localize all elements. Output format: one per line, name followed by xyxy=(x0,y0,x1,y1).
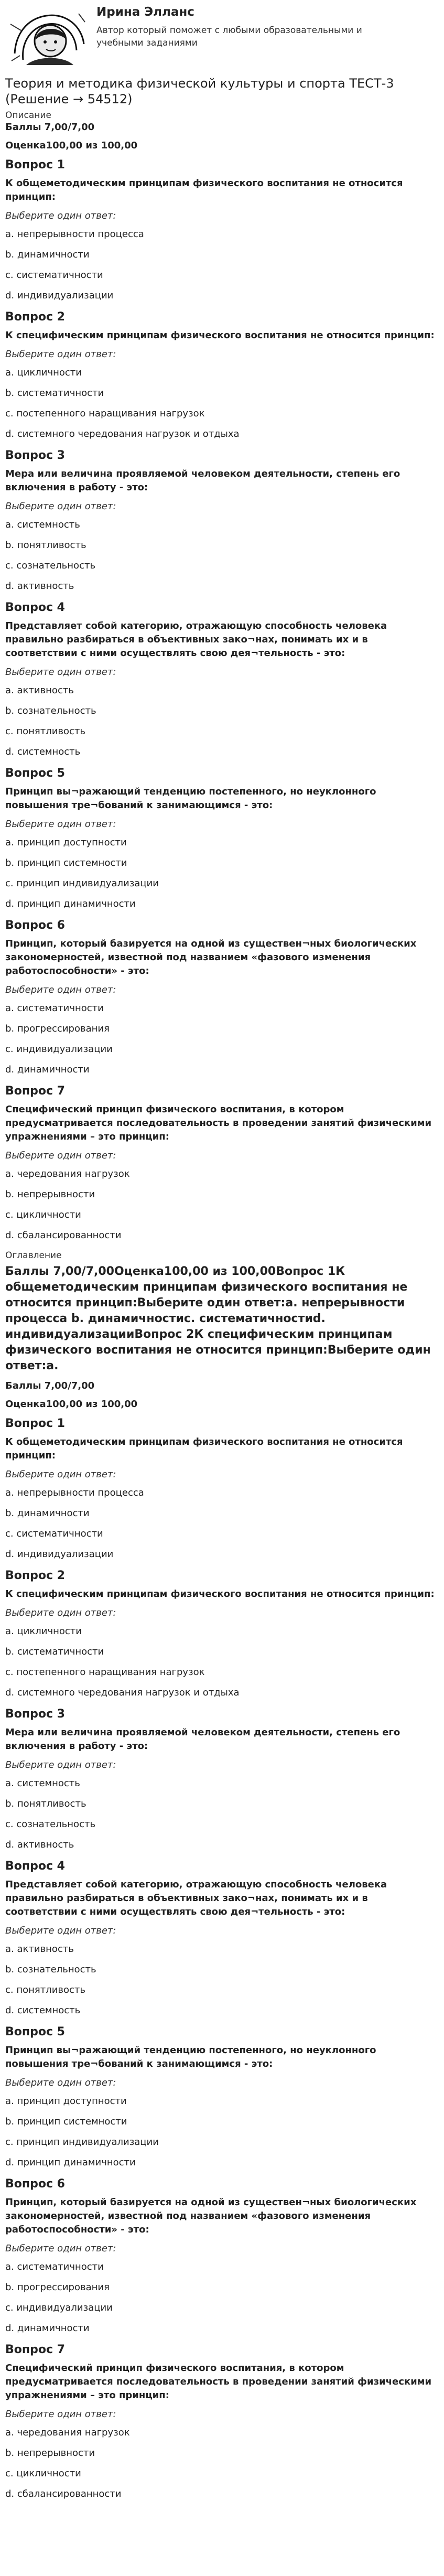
answer-option: a. чередования нагрузок xyxy=(5,2427,130,2438)
answer-option: c. индивидуализации xyxy=(5,2302,113,2313)
question-number: Вопрос 7 xyxy=(5,2343,65,2356)
answer-option: b. сознательность xyxy=(5,705,96,716)
answer-hint: Выберите один ответ: xyxy=(5,1469,116,1480)
question-text: К общеметодическим принципам физического воспитания не относится принцип: xyxy=(5,178,403,202)
toc-label: Оглавление xyxy=(5,1250,62,1261)
answer-hint: Выберите один ответ: xyxy=(5,984,116,995)
answer-option: b. сознательность xyxy=(5,1964,96,1975)
author-card xyxy=(5,3,440,72)
answer-option: c. систематичности xyxy=(5,270,103,281)
answer-option: c. цикличности xyxy=(5,2468,81,2479)
answer-option: a. активность xyxy=(5,685,74,696)
question-number: Вопрос 5 xyxy=(5,767,65,780)
question-block xyxy=(5,2343,440,2499)
answer-option: d. системность xyxy=(5,746,81,757)
question-block xyxy=(5,601,440,757)
answer-hint: Выберите один ответ: xyxy=(5,667,116,678)
question-number: Вопрос 6 xyxy=(5,919,65,932)
answer-hint: Выберите один ответ: xyxy=(5,819,116,830)
question-text: К специфическим принципам физического воспитания не относится принцип: xyxy=(5,330,435,341)
answer-option: c. сознательность xyxy=(5,560,96,571)
author-name[interactable]: Ирина Элланс xyxy=(96,5,194,19)
answer-option: c. постепенного наращивания нагрузок xyxy=(5,1667,205,1678)
question-block xyxy=(5,310,440,439)
question-text: Принцип вы¬ражающий тенденцию постепенного, но неуклонного повышения тре¬бований к занимающимся - это: xyxy=(5,786,376,811)
answer-hint: Выберите один ответ: xyxy=(5,2077,116,2088)
answer-hint: Выберите один ответ: xyxy=(5,1759,116,1770)
answer-option: a. непрерывности процесса xyxy=(5,1487,144,1498)
question-block xyxy=(5,919,440,1075)
answer-option: d. динамичности xyxy=(5,1064,90,1075)
question-text: Представляет собой категорию, отражающую способность человека правильно разбираться в объективных зако¬нах, понимать их и в соответствии с ними осуществлять свою дея¬тельность - это: xyxy=(5,620,387,659)
answer-hint: Выберите один ответ: xyxy=(5,1925,116,1936)
question-number: Вопрос 7 xyxy=(5,1085,65,1098)
answer-hint: Выберите один ответ: xyxy=(5,349,116,360)
question-number: Вопрос 6 xyxy=(5,2177,65,2191)
answer-option: a. систематичности xyxy=(5,2261,104,2272)
question-block xyxy=(5,158,440,301)
answer-option: b. динамичности xyxy=(5,1508,90,1519)
answer-option: d. сбалансированности xyxy=(5,2488,122,2499)
question-block xyxy=(5,767,440,909)
answer-option: b. прогрессирования xyxy=(5,1023,110,1034)
question-number: Вопрос 3 xyxy=(5,449,65,462)
answer-option: c. понятливость xyxy=(5,1984,86,1995)
question-text: Принцип, который базируется на одной из существен¬ных биологических закономерностей, известной под названием «фазового изменения работоспособности» - это: xyxy=(5,938,417,976)
answer-option: a. принцип доступности xyxy=(5,2096,127,2107)
question-block xyxy=(5,2177,440,2334)
answer-option: a. системность xyxy=(5,1778,80,1789)
answer-option: d. активность xyxy=(5,581,74,592)
answer-option: c. цикличности xyxy=(5,1209,81,1220)
answer-option: c. понятливость xyxy=(5,726,86,737)
answer-option: d. сбалансированности xyxy=(5,1230,122,1241)
avatar[interactable] xyxy=(5,3,89,70)
answer-option: c. принцип индивидуализации xyxy=(5,878,159,889)
answer-option: d. активность xyxy=(5,1839,74,1850)
answer-option: d. системного чередования нагрузок и отдыха xyxy=(5,1687,240,1698)
answer-option: b. систематичности xyxy=(5,388,104,399)
answer-option: d. индивидуализации xyxy=(5,290,114,301)
question-block xyxy=(5,2025,440,2168)
question-text: К специфическим принципам физического воспитания не относится принцип: xyxy=(5,1588,435,1600)
question-text: Принцип вы¬ражающий тенденцию постепенного, но неуклонного повышения тре¬бований к занимающимся - это: xyxy=(5,2045,376,2069)
answer-hint: Выберите один ответ: xyxy=(5,2409,116,2420)
answer-option: c. принцип индивидуализации xyxy=(5,2137,159,2148)
answer-option: b. понятливость xyxy=(5,540,86,551)
question-text: Мера или величина проявляемой человеком деятельности, степень его включения в работу - это: xyxy=(5,468,400,493)
grade: Оценка100,00 из 100,00 xyxy=(5,140,138,151)
grade-repeat: Оценка100,00 из 100,00 xyxy=(5,1399,138,1410)
question-block xyxy=(5,1569,440,1698)
answer-option: d. принцип динамичности xyxy=(5,2157,136,2168)
answer-option: b. динамичности xyxy=(5,249,90,260)
question-text: Специфический принцип физического воспитания, в котором предусматривается последовательность в проведении занятий физическими упражнениями – это принцип: xyxy=(5,1104,432,1142)
answer-option: a. непрерывности процесса xyxy=(5,229,144,240)
answer-hint: Выберите один ответ: xyxy=(5,1150,116,1161)
question-text: Представляет собой категорию, отражающую способность человека правильно разбираться в объективных зако¬нах, понимать их и в соответствии с ними осуществлять свою дея¬тельность - это: xyxy=(5,1879,387,1917)
answer-option: d. принцип динамичности xyxy=(5,898,136,909)
answer-option: d. системного чередования нагрузок и отдыха xyxy=(5,428,240,439)
question-number: Вопрос 3 xyxy=(5,1708,65,1721)
answer-option: b. непрерывности xyxy=(5,2448,95,2459)
answer-option: a. чередования нагрузок xyxy=(5,1168,130,1179)
answer-option: d. динамичности xyxy=(5,2323,90,2334)
answer-option: c. сознательность xyxy=(5,1819,96,1830)
question-block xyxy=(5,1860,440,2016)
answer-hint: Выберите один ответ: xyxy=(5,2243,116,2254)
answer-hint: Выберите один ответ: xyxy=(5,501,116,512)
question-block xyxy=(5,1085,440,1241)
question-number: Вопрос 2 xyxy=(5,310,65,324)
answer-option: a. систематичности xyxy=(5,1003,104,1014)
question-text: Мера или величина проявляемой человеком деятельности, степень его включения в работу - это: xyxy=(5,1727,400,1752)
question-number: Вопрос 2 xyxy=(5,1569,65,1582)
question-text: К общеметодическим принципам физического воспитания не относится принцип: xyxy=(5,1436,403,1461)
question-block xyxy=(5,1708,440,1850)
answer-option: b. понятливость xyxy=(5,1798,86,1809)
question-block xyxy=(5,449,440,592)
description-label: Описание xyxy=(5,110,51,121)
question-number: Вопрос 5 xyxy=(5,2025,65,2038)
answer-option: b. прогрессирования xyxy=(5,2282,110,2293)
answer-option: a. цикличности xyxy=(5,367,82,378)
answer-option: c. индивидуализации xyxy=(5,1044,113,1055)
question-number: Вопрос 1 xyxy=(5,1417,65,1430)
score-repeat: Баллы 7,00/7,00 xyxy=(5,1380,95,1391)
questions-list xyxy=(5,158,440,1241)
questions-list-repeat xyxy=(5,1417,440,2499)
question-text: Принцип, который базируется на одной из существен¬ных биологических закономерностей, известной под названием «фазового изменения работоспособности» - это: xyxy=(5,2197,417,2235)
answer-option: d. системность xyxy=(5,2005,81,2016)
answer-option: a. системность xyxy=(5,519,80,530)
answer-option: b. принцип системности xyxy=(5,2116,127,2127)
answer-option: a. принцип доступности xyxy=(5,837,127,848)
answer-option: a. цикличности xyxy=(5,1626,82,1637)
toc-text: Баллы 7,00/7,00Оценка100,00 из 100,00Вопрос 1К общеметодическим принципам физического воспитания не относится принцип:Выберите один ответ:a. непрерывности процесса b. динамичностис. систематичностиd. индивидуализацииВопрос 2К специфическим принципам физического воспитания не относится принцип:Выберите один ответ:a. xyxy=(5,1265,431,1372)
question-number: Вопрос 4 xyxy=(5,1860,65,1873)
answer-option: b. непрерывности xyxy=(5,1189,95,1200)
answer-option: b. принцип системности xyxy=(5,857,127,868)
answer-option: c. систематичности xyxy=(5,1528,103,1539)
answer-option: b. систематичности xyxy=(5,1646,104,1657)
question-text: Специфический принцип физического воспитания, в котором предусматривается последовательность в проведении занятий физическими упражнениями – это принцип: xyxy=(5,2363,432,2401)
answer-option: c. постепенного наращивания нагрузок xyxy=(5,408,205,419)
question-number: Вопрос 1 xyxy=(5,158,65,171)
author-description: Автор который поможет с любыми образовательными и учебными заданиями xyxy=(96,25,362,48)
answer-hint: Выберите один ответ: xyxy=(5,210,116,221)
answer-option: a. активность xyxy=(5,1944,74,1955)
score: Баллы 7,00/7,00 xyxy=(5,122,95,133)
question-number: Вопрос 4 xyxy=(5,601,65,614)
answer-hint: Выберите один ответ: xyxy=(5,1607,116,1618)
author-info xyxy=(96,3,390,49)
page-title: Теория и методика физической культуры и спорта ТЕСТ-3 (Решение → 54512) xyxy=(5,76,394,106)
answer-option: d. индивидуализации xyxy=(5,1549,114,1560)
question-block xyxy=(5,1417,440,1560)
